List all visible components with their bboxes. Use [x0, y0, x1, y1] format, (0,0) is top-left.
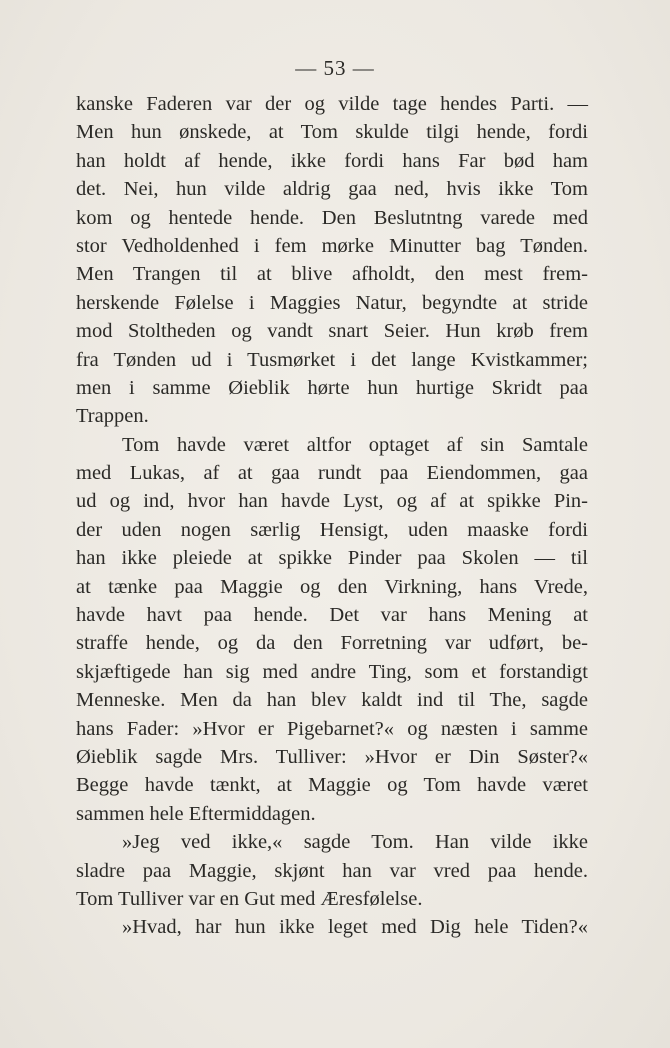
text-line: sladre paa Maggie, skjønt han var vred paa hende. [76, 859, 588, 882]
text-line: han holdt af hende, ikke fordi hans Far bød ham [76, 149, 588, 172]
text-line: hans Fader: »Hvor er Pigebarnet?« og næsten i samme [76, 717, 588, 740]
text-line: der uden nogen særlig Hensigt, uden maaske fordi [76, 518, 588, 541]
text-line: Menneske. Men da han blev kaldt ind til The, sagde [76, 689, 588, 712]
text-line: Øieblik sagde Mrs. Tulliver: »Hvor er Din Søster?« [76, 745, 588, 768]
text-line: Tom havde været altfor optaget af sin Samtale [122, 433, 588, 456]
text-line: Men Trangen til at blive afholdt, den mest frem- [76, 263, 588, 286]
text-line: straffe hende, og da den Forretning var udført, be- [76, 632, 588, 655]
text-line: med Lukas, af at gaa rundt paa Eiendommen, gaa [76, 462, 588, 485]
text-line: det. Nei, hun vilde aldrig gaa ned, hvis ikke Tom [76, 178, 588, 201]
text-line: at tænke paa Maggie og den Virkning, hans Vrede, [76, 575, 588, 598]
page-number: — 53 — [295, 56, 375, 80]
text-line: havde havt paa hende. Det var hans Mening at [76, 604, 588, 627]
text-line: han ikke pleiede at spikke Pinder paa Skolen — til [76, 547, 588, 570]
text-line: Begge havde tænkt, at Maggie og Tom havde været [76, 774, 588, 797]
text-line: kom og hentede hende. Den Beslutntng varede med [76, 206, 588, 229]
text-line: »Hvad, har hun ikke leget med Dig hele Tiden?« [122, 916, 588, 939]
text-line: skjæftigede han sig med andre Ting, som et forstandigt [76, 660, 588, 683]
text-line: herskende Følelse i Maggies Natur, begyndte at stride [76, 291, 588, 314]
text-line: ud og ind, hvor han havde Lyst, og af at spikke Pin- [76, 490, 588, 513]
text-line: Men hun ønskede, at Tom skulde tilgi hende, fordi [76, 121, 588, 144]
text-line: Trappen. [76, 405, 149, 428]
text-line: sammen hele Eftermiddagen. [76, 802, 316, 825]
text-line: mod Stoltheden og vandt snart Seier. Hun krøb frem [76, 320, 588, 343]
text-line: Tom Tulliver var en Gut med Æresfølelse. [76, 887, 423, 910]
body-text [76, 90, 588, 942]
text-line: men i samme Øieblik hørte hun hurtige Skridt paa [76, 376, 588, 399]
text-line: fra Tønden ud i Tusmørket i det lange Kvistkammer; [76, 348, 588, 371]
text-line: »Jeg ved ikke,« sagde Tom. Han vilde ikke [122, 831, 588, 854]
text-line: stor Vedholdenhed i fem mørke Minutter bag Tønden. [76, 234, 588, 257]
text-line: kanske Faderen var der og vilde tage hendes Parti. — [76, 93, 588, 115]
